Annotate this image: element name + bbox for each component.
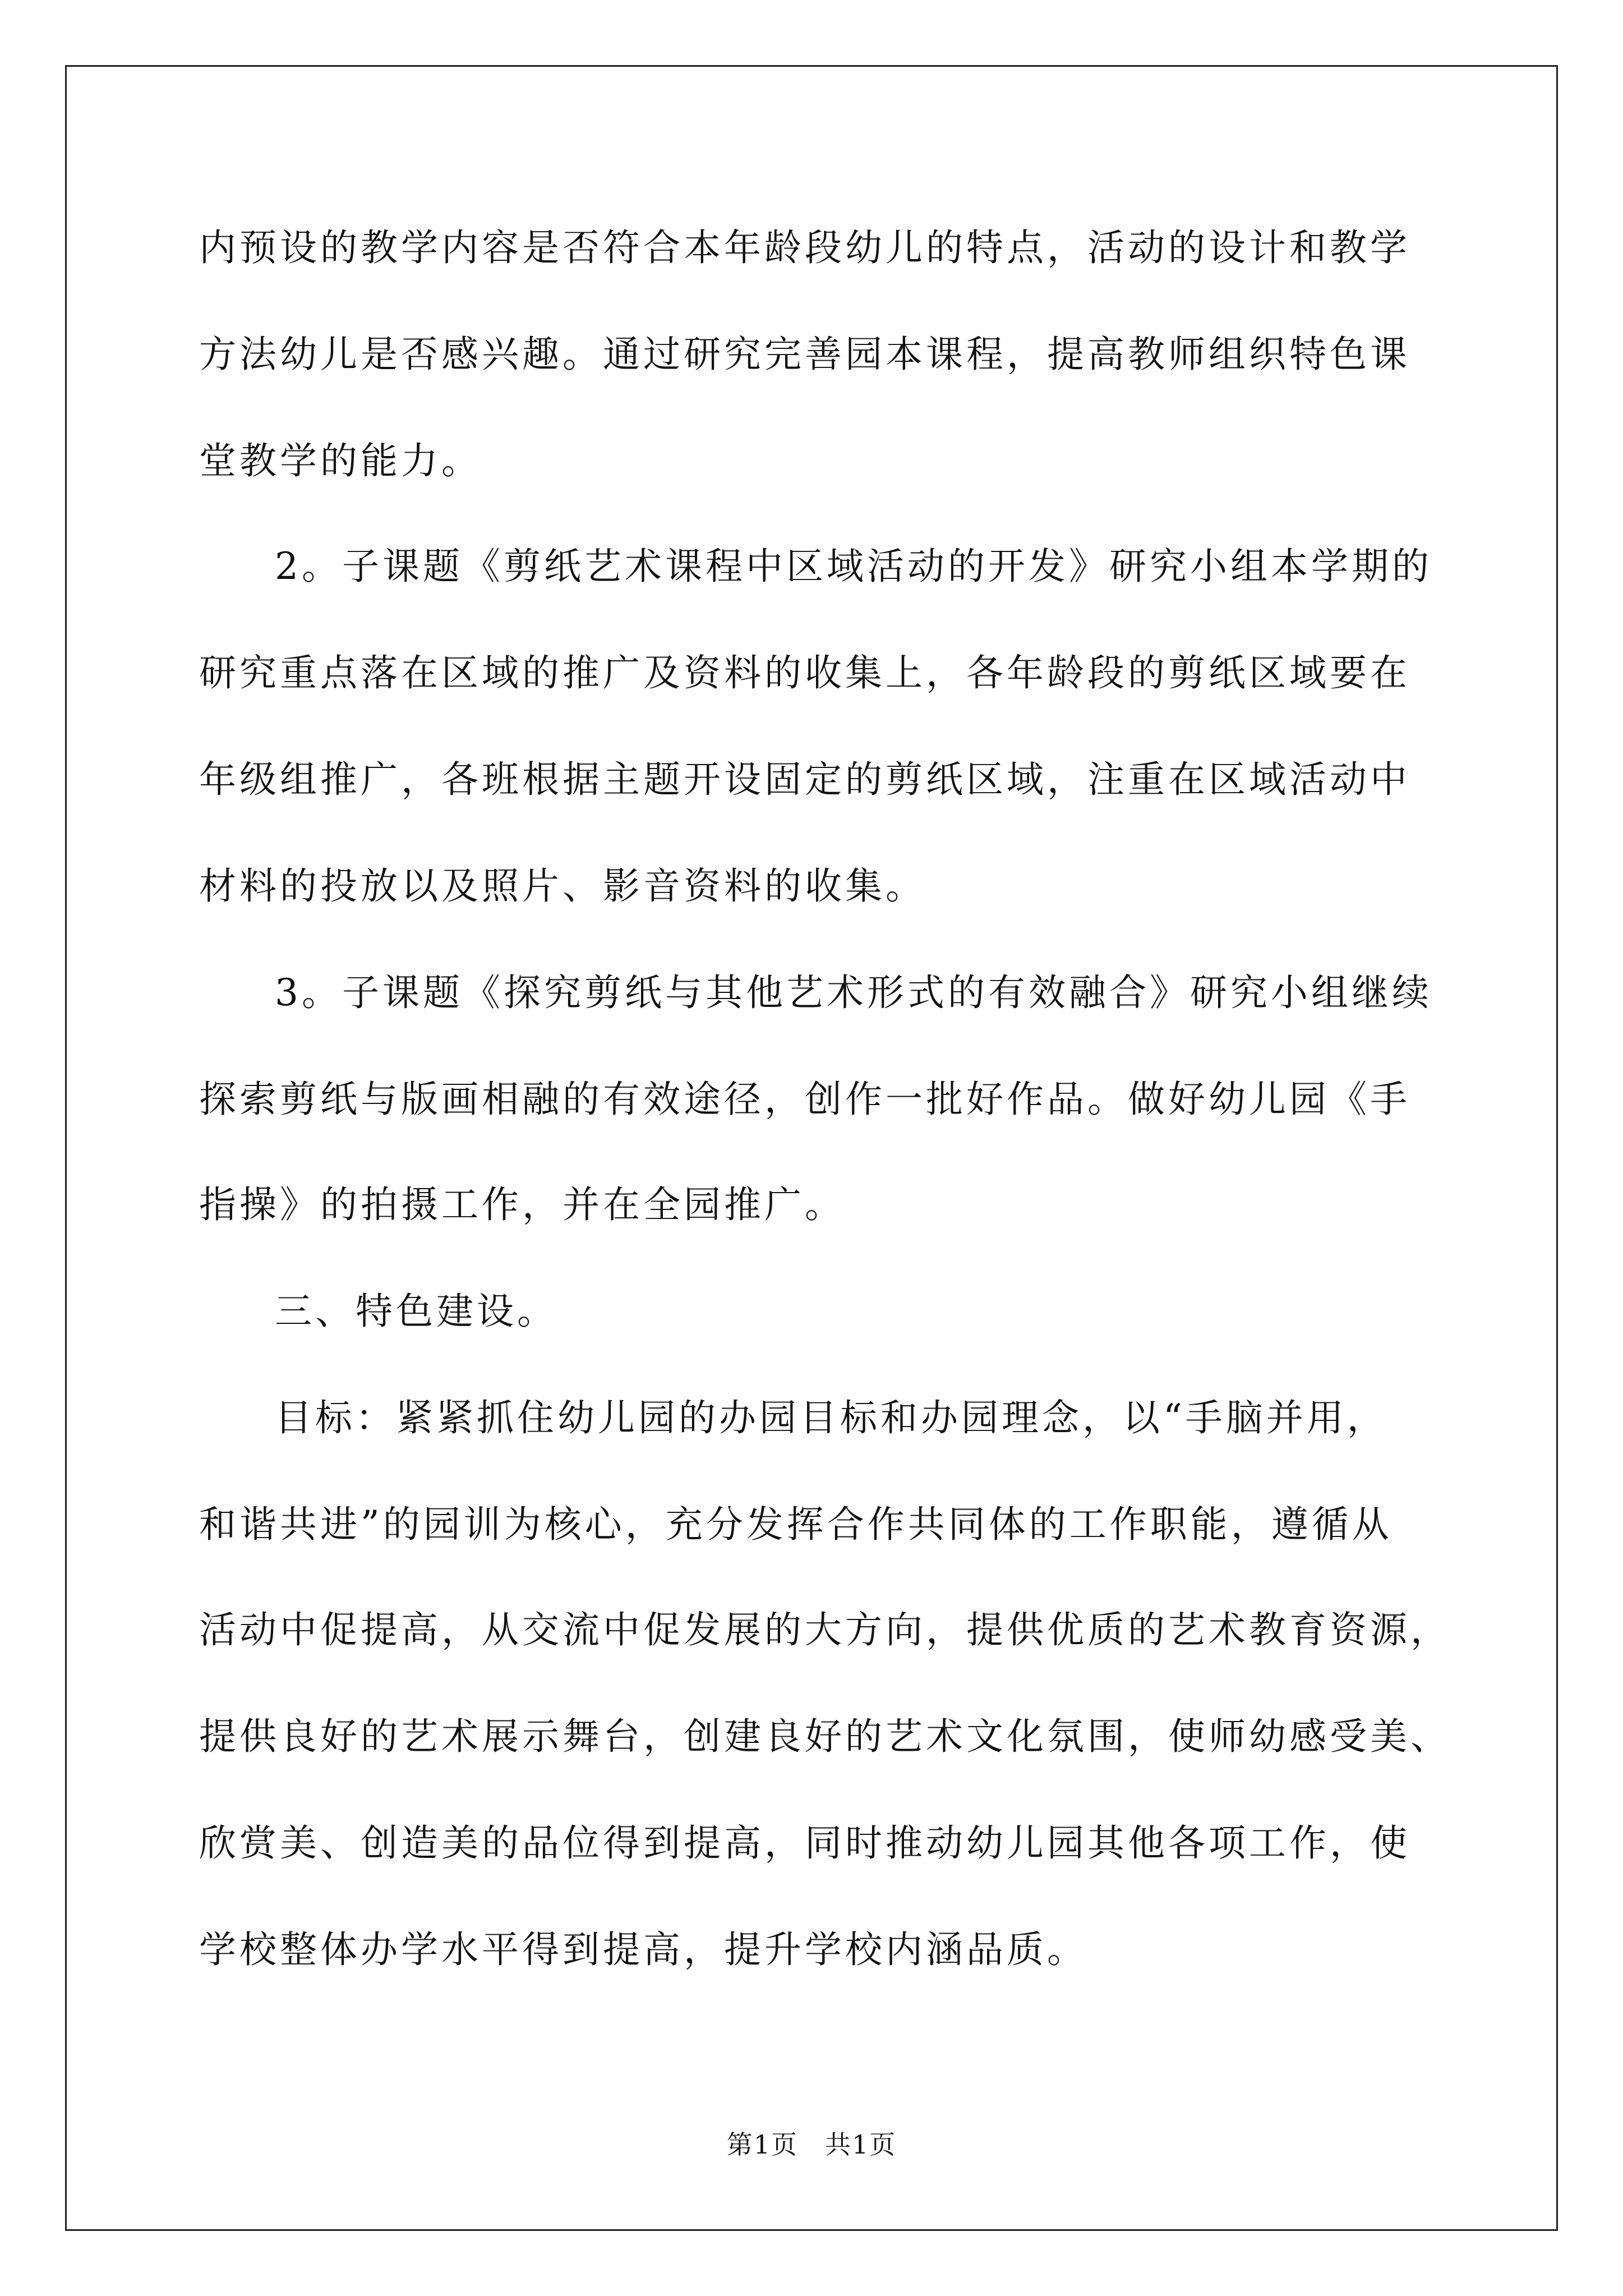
text-line: 方法幼儿是否感兴趣。通过研究完善园本课程，提高教师组织特色课: [199, 333, 1410, 376]
text-line: 年级组推广，各班根据主题开设固定的剪纸区域，注重在区域活动中: [199, 758, 1410, 801]
page-border: [65, 65, 1558, 2231]
text-line: 学校整体办学水平得到提高，提升学校内涵品质。: [199, 1928, 1087, 1971]
text-line: 目标：紧紧抓住幼儿园的办园目标和办园理念，以“手脑并用，: [275, 1396, 1387, 1439]
text-line: 3。子课题《探究剪纸与其他艺术形式的有效融合》研究小组继续: [275, 971, 1432, 1014]
text-line: 2。子课题《剪纸艺术课程中区域活动的开发》研究小组本学期的: [275, 545, 1432, 588]
section-heading: 三、特色建设。: [275, 1290, 557, 1333]
text-line: 内预设的教学内容是否符合本年龄段幼儿的特点，活动的设计和教学: [199, 226, 1410, 269]
page-footer: 第1页 共1页: [726, 2129, 897, 2160]
text-line: 研究重点落在区域的推广及资料的收集上，各年龄段的剪纸区域要在: [199, 651, 1410, 694]
text-line: 提供良好的艺术展示舞台，创建良好的艺术文化氛围，使师幼感受美、: [199, 1715, 1451, 1758]
text-line: 和谐共进”的园训为核心，充分发挥合作共同体的工作职能，遵循从: [199, 1503, 1393, 1546]
text-line: 欣赏美、创造美的品位得到提高，同时推动幼儿园其他各项工作，使: [199, 1821, 1410, 1865]
text-line: 活动中促提高，从交流中促发展的大方向，提供优质的艺术教育资源，: [199, 1608, 1451, 1651]
text-line: 材料的投放以及照片、影音资料的收集。: [199, 864, 926, 908]
text-line: 指操》的拍摄工作，并在全园推广。: [199, 1183, 845, 1226]
text-line: 探索剪纸与版画相融的有效途径，创作一批好作品。做好幼儿园《手: [199, 1078, 1410, 1121]
text-line: 堂教学的能力。: [199, 439, 482, 482]
